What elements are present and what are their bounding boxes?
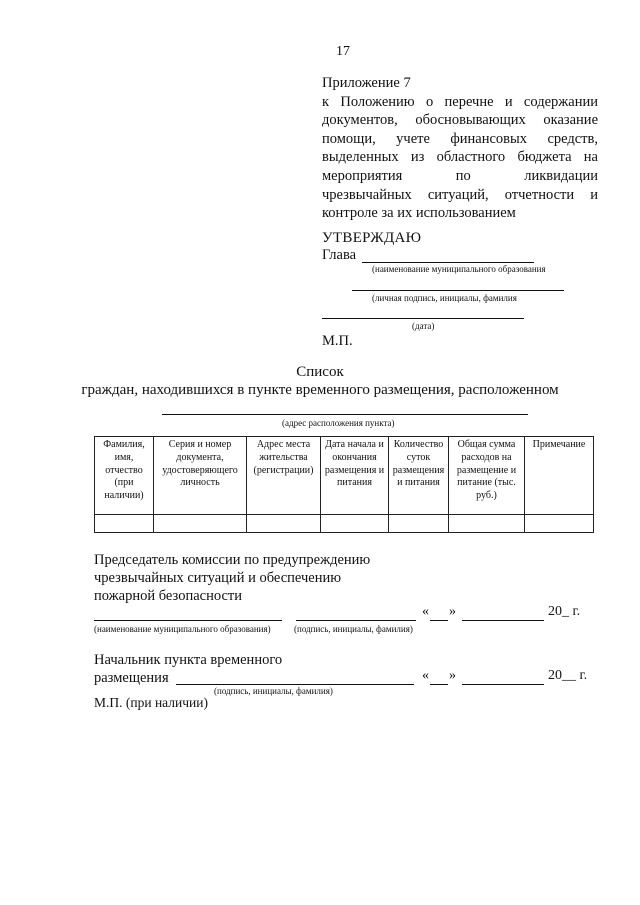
appendix-title: Приложение 7 bbox=[322, 75, 411, 91]
chief-stamp-label: М.П. (при наличии) bbox=[94, 695, 208, 710]
caption-chief-signature: (подпись, инициалы, фамилия) bbox=[214, 686, 333, 696]
table-cell[interactable] bbox=[449, 515, 525, 533]
chairman-day-line bbox=[430, 620, 448, 621]
chief-month-line bbox=[462, 684, 544, 685]
stamp-label: М.П. bbox=[322, 333, 353, 349]
column-header: Общая сумма расходов на размещение и питание (тыс. руб.) bbox=[449, 437, 525, 515]
citizens-table bbox=[94, 436, 594, 533]
head-label: Глава bbox=[322, 247, 357, 263]
chief-year: 20__ г. bbox=[548, 668, 588, 683]
caption-address: (адрес расположения пункта) bbox=[282, 418, 395, 428]
chairman-title bbox=[94, 551, 370, 605]
appendix-line: чрезвычайных ситуаций, отчетности и bbox=[322, 186, 598, 203]
column-header: Фамилия, имя, отчество (при наличии) bbox=[95, 437, 154, 515]
caption-date: (дата) bbox=[412, 321, 435, 331]
head-name-line bbox=[362, 262, 534, 263]
chairman-line: пожарной безопасности bbox=[94, 588, 242, 604]
chief-title-line2: размещения bbox=[94, 670, 169, 686]
date-line bbox=[322, 318, 524, 319]
chairman-municipality-line bbox=[94, 620, 282, 621]
appendix-header bbox=[322, 74, 598, 223]
appendix-line: выделенных из областного бюджета на bbox=[322, 149, 598, 166]
table-cell[interactable] bbox=[525, 515, 594, 533]
column-header: Дата начала и окончания размещения и питания bbox=[321, 437, 389, 515]
table-cell[interactable] bbox=[321, 515, 389, 533]
appendix-line: документов, обосновывающих оказание bbox=[322, 112, 598, 129]
appendix-line: контроле за их использованием bbox=[322, 205, 516, 222]
caption-chairman-municipality: (наименование муниципального образования) bbox=[94, 624, 271, 634]
table-cell[interactable] bbox=[247, 515, 321, 533]
caption-signature: (личная подпись, инициалы, фамилия bbox=[372, 293, 517, 303]
chairman-line: Председатель комиссии по предупреждению bbox=[94, 552, 371, 568]
chairman-signature-line bbox=[296, 620, 416, 621]
chairman-quote-open: « bbox=[422, 604, 429, 619]
list-title: Список bbox=[296, 364, 344, 380]
caption-municipality: (наименование муниципального образования bbox=[372, 264, 546, 274]
column-header: Примечание bbox=[525, 437, 594, 515]
caption-chairman-signature: (подпись, инициалы, фамилия) bbox=[294, 624, 413, 634]
chairman-year: 20_ г. bbox=[548, 604, 581, 619]
list-subtitle: граждан, находившихся в пункте временного размещения, расположенном bbox=[81, 382, 559, 398]
chairman-line: чрезвычайных ситуаций и обеспечению bbox=[94, 570, 342, 586]
approval-heading: УТВЕРЖДАЮ bbox=[322, 230, 422, 246]
chief-quote-open: « bbox=[422, 668, 429, 683]
chief-signature-line bbox=[176, 684, 414, 685]
appendix-line: мероприятия по ликвидации bbox=[322, 167, 598, 184]
address-line bbox=[162, 414, 528, 415]
table-cell[interactable] bbox=[154, 515, 247, 533]
column-header: Серия и номер документа, удостоверяющего личность bbox=[154, 437, 247, 515]
chairman-month-line bbox=[462, 620, 544, 621]
chief-quote-close: » bbox=[449, 668, 456, 683]
table-row bbox=[95, 515, 594, 533]
column-header: Адрес места жительства (регистрации) bbox=[247, 437, 321, 515]
page-number: 17 bbox=[336, 44, 350, 59]
chief-day-line bbox=[430, 684, 448, 685]
table-cell[interactable] bbox=[95, 515, 154, 533]
appendix-line: к Положению о перечне и содержании bbox=[322, 93, 598, 110]
chief-title-line1: Начальник пункта временного bbox=[94, 652, 283, 668]
table-cell[interactable] bbox=[389, 515, 449, 533]
appendix-line: помощи, учете финансовых средств, bbox=[322, 130, 598, 147]
table-header-row bbox=[95, 437, 594, 515]
column-header: Количество суток размещения и питания bbox=[389, 437, 449, 515]
signature-line bbox=[352, 290, 564, 291]
chairman-quote-close: » bbox=[449, 604, 456, 619]
